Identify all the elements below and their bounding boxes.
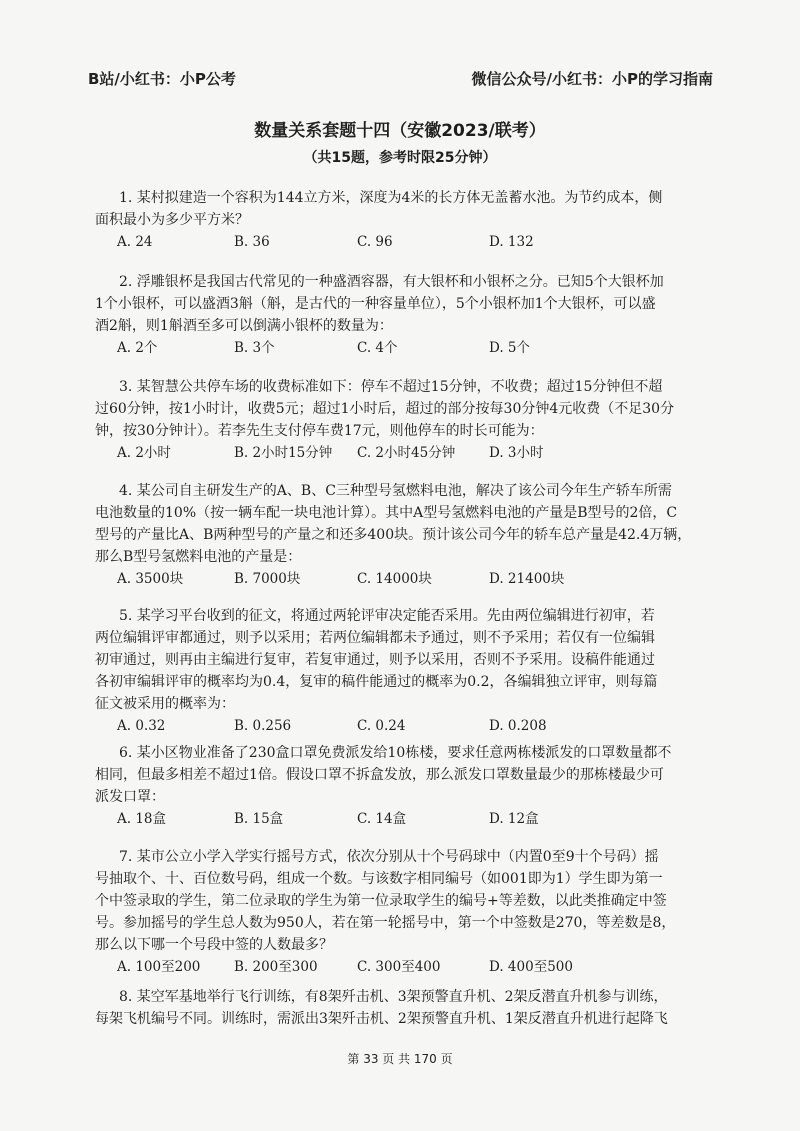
question-text-line: 1. 某村拟建造一个容积为144立方米，深度为4米的长方体无盖蓄水池。为节约成本，侧 bbox=[119, 190, 663, 206]
question-text-line: 2. 浮雕银杯是我国古代常见的一种盛酒容器，有大银杯和小银杯之分。已知5个大银杯加 bbox=[119, 274, 664, 290]
option-d[interactable]: D. 5个 bbox=[489, 340, 531, 356]
option-c[interactable]: C. 4个 bbox=[357, 340, 398, 356]
question-text-line: 面积最小为多少平方米？ bbox=[95, 212, 249, 228]
page-number: 第 33 页 共 170 页 bbox=[347, 1052, 453, 1066]
option-c[interactable]: C. 2小时45分钟 bbox=[357, 445, 456, 461]
option-c[interactable]: C. 300至400 bbox=[357, 959, 441, 975]
option-a[interactable]: A. 18盒 bbox=[117, 811, 167, 827]
question-text-line: 初审通过，则再由主编进行复审，若复审通过，则予以采用，否则不予采用。设稿件能通过 bbox=[95, 652, 655, 668]
question-text-line: 过60分钟，按1小时计，收费5元；超过1小时后，超过的部分按每30分钟4元收费（不足30分 bbox=[95, 401, 675, 417]
option-a[interactable]: A. 2小时 bbox=[117, 445, 171, 461]
question-text-line: 3. 某智慧公共停车场的收费标准如下：停车不超过15分钟，不收费；超过15分钟但不超 bbox=[119, 379, 663, 395]
question-6 bbox=[95, 742, 722, 830]
question-text-line: 钟，按30分钟计）。若李先生支付停车费17元，则他停车的时长可能为： bbox=[95, 423, 544, 439]
option-a[interactable]: A. 100至200 bbox=[117, 959, 201, 975]
options-row bbox=[117, 715, 722, 737]
option-c[interactable]: C. 14盒 bbox=[357, 811, 407, 827]
question-text-line: 每架飞机编号不同。训练时，需派出3架歼击机、2架预警直升机、1架反潜直升机进行起降飞 bbox=[95, 1011, 668, 1027]
question-4 bbox=[95, 480, 722, 590]
option-a[interactable]: A. 2个 bbox=[117, 340, 158, 356]
options-row bbox=[117, 231, 722, 253]
option-d[interactable]: D. 132 bbox=[489, 234, 534, 250]
option-d[interactable]: D. 12盒 bbox=[489, 811, 539, 827]
option-d[interactable]: D. 21400块 bbox=[489, 571, 565, 587]
question-text-line: 电池数量的10%（按一辆车配一块电池计算）。其中A型号氢燃料电池的产量是B型号的2倍，C bbox=[95, 505, 678, 521]
question-text-line: 各初审编辑评审的概率均为0.4，复审的稿件能通过的概率为0.2，各编辑独立评审，则每篇 bbox=[95, 674, 658, 690]
option-b[interactable]: B. 15盒 bbox=[234, 811, 284, 827]
page-title: 数量关系套题十四（安徽2023/联考） bbox=[254, 121, 546, 141]
option-d[interactable]: D. 400至500 bbox=[489, 959, 573, 975]
question-text-line: 相同，但最多相差不超过1倍。假设口罩不拆盒发放，那么派发口罩数量最少的那栋楼最少可 bbox=[95, 767, 664, 783]
question-text-line: 6. 某小区物业准备了230盒口罩免费派发给10栋楼，要求任意两栋楼派发的口罩数量都不 bbox=[119, 745, 672, 761]
question-text-line: 号。参加摇号的学生总人数为950人，若在第一轮摇号中，第一个中签数是270，等差数是8， bbox=[95, 915, 676, 931]
question-2 bbox=[95, 271, 722, 359]
question-text-line: 8. 某空军基地举行飞行训练，有8架歼击机、3架预警直升机、2架反潜直升机参与训练， bbox=[119, 989, 668, 1005]
options-row bbox=[117, 808, 722, 830]
question-7 bbox=[95, 846, 722, 978]
option-c[interactable]: C. 96 bbox=[357, 234, 393, 250]
header-right-source: 微信公众号/小红书：小P的学习指南 bbox=[471, 70, 713, 88]
question-text-line: 那么以下哪一个号段中签的人数最多？ bbox=[95, 937, 333, 953]
option-a[interactable]: A. 3500块 bbox=[117, 571, 184, 587]
option-b[interactable]: B. 3个 bbox=[234, 340, 275, 356]
header-left-source: B站/小红书：小P公考 bbox=[88, 70, 236, 88]
question-8 bbox=[95, 986, 722, 1030]
options-row bbox=[117, 568, 722, 590]
option-b[interactable]: B. 2小时15分钟 bbox=[234, 445, 333, 461]
question-text-line: 派发口罩： bbox=[95, 789, 165, 805]
options-row bbox=[117, 337, 722, 359]
question-text-line: 7. 某市公立小学入学实行摇号方式，依次分别从十个号码球中（内置0至9十个号码）摇 bbox=[119, 849, 659, 865]
question-text-line: 型号的产量比A、B两种型号的产量之和还多400块。预计该公司今年的轿车总产量是42.4万辆， bbox=[95, 527, 692, 543]
question-3 bbox=[95, 376, 722, 464]
question-5 bbox=[95, 605, 722, 737]
option-d[interactable]: D. 0.208 bbox=[489, 718, 547, 734]
option-a[interactable]: A. 0.32 bbox=[117, 718, 166, 734]
option-c[interactable]: C. 0.24 bbox=[357, 718, 406, 734]
options-row bbox=[117, 442, 722, 464]
option-c[interactable]: C. 14000块 bbox=[357, 571, 432, 587]
question-text-line: 个中签录取的学生，第二位录取的学生为第一位录取学生的编号+等差数，以此类推确定中签 bbox=[95, 893, 667, 909]
question-text-line: 酒2斛，则1斛酒至多可以倒满小银杯的数量为： bbox=[95, 318, 393, 334]
option-a[interactable]: A. 24 bbox=[117, 234, 153, 250]
option-d[interactable]: D. 3小时 bbox=[489, 445, 544, 461]
question-text-line: 4. 某公司自主研发生产的A、B、C三种型号氢燃料电池，解决了该公司今年生产轿车所需 bbox=[119, 483, 672, 499]
page-subtitle: （共15题，参考时限25分钟） bbox=[303, 150, 497, 166]
option-b[interactable]: B. 0.256 bbox=[234, 718, 292, 734]
option-b[interactable]: B. 36 bbox=[234, 234, 270, 250]
question-text-line: 号抽取个、十、百位数号码，组成一个数。与该数字相同编号（如001即为1）学生即为第一 bbox=[95, 871, 663, 887]
question-text-line: 征文被采用的概率为： bbox=[95, 696, 235, 712]
question-text-line: 1个小银杯，可以盛酒3斛（斛，是古代的一种容量单位），5个小银杯加1个大银杯，可以盛 bbox=[95, 296, 656, 312]
options-row bbox=[117, 956, 722, 978]
question-1 bbox=[95, 187, 722, 253]
question-text-line: 5. 某学习平台收到的征文，将通过两轮评审决定能否采用。先由两位编辑进行初审，若 bbox=[119, 608, 655, 624]
question-text-line: 两位编辑评审都通过，则予以采用；若两位编辑都未予通过，则不予采用；若仅有一位编辑 bbox=[95, 630, 655, 646]
option-b[interactable]: B. 200至300 bbox=[234, 959, 318, 975]
option-b[interactable]: B. 7000块 bbox=[234, 571, 301, 587]
question-text-line: 那么B型号氢燃料电池的产量是： bbox=[95, 549, 302, 565]
